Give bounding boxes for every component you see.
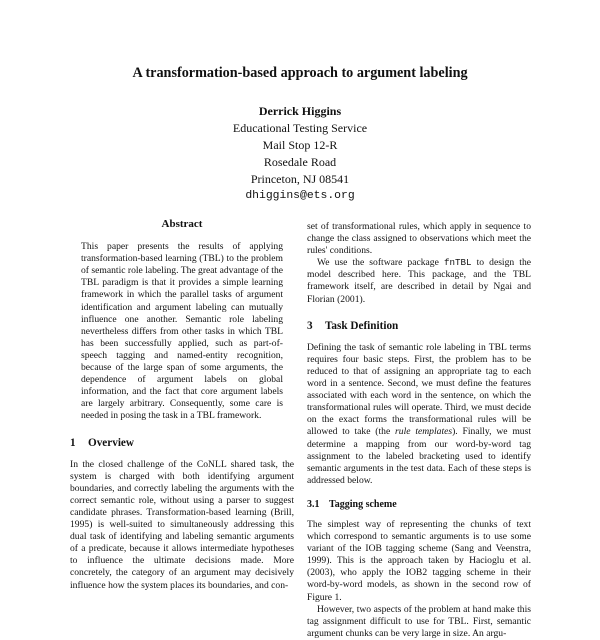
author-name: Derrick Higgins: [258, 104, 342, 118]
right-column: [307, 221, 531, 640]
subsection-number: 3.1: [307, 498, 320, 510]
software-name: fnTBL: [443, 257, 472, 269]
right-para-2: [307, 257, 531, 305]
section-title: Overview: [88, 436, 134, 449]
abstract-heading: Abstract: [161, 218, 203, 230]
section-number: 3: [307, 319, 313, 332]
task-after: ). Finally, we must determine a mapping from our word-by-word tag assignment to the labeled bracketing used to identify semantic arguments in the test data. Each of these steps is addressed below.: [307, 426, 531, 486]
section-number: 1: [70, 436, 76, 449]
tagging-para-2: However, two aspects of the problem at hand make this tag assignment difficult to use for TBL. First, semantic argument chunks can be very large in size. An argu-: [307, 603, 531, 639]
subsection-tagging-heading: [307, 499, 531, 511]
section-title: Task Definition: [325, 319, 399, 332]
author-mail-stop: Mail Stop 12-R: [262, 138, 338, 152]
section-task-heading: [307, 320, 531, 332]
section-overview-heading: [70, 437, 294, 449]
tagging-para-1: The simplest way of representing the chunks of text which correspond to semantic arguments is to use some variant of the IOB tagging scheme (Sang and Veenstra, 1999). This is the approach taken by Hacioglu et al. (2003), who apply the IOB2 tagging scheme in their word-by-word models, as shown in the second row of Figure 1.: [307, 518, 531, 603]
author-org: Educational Testing Service: [232, 121, 368, 135]
abstract-text: This paper presents the results of applying transformation-based learning (TBL) to the problem of semantic role labeling. The great advantage of the TBL paradigm is that it provides a simple learning framework in which the parallel tasks of argument identification and argument labeling can mutually influence one another. Semantic role labeling nevertheless differs from other tasks in which TBL has been successfully applied, such as part-of-speech tagging and named-entity recognition, because of the large span of some arguments, the dependence of argument labels on global information, and the fact that core argument labels are largely arbitrary. Consequently, some care is needed in posing the task in a TBL framework.: [81, 241, 284, 422]
author-block: [0, 103, 600, 205]
overview-text: In the closed challenge of the CoNLL shared task, the system is charged with both identifying argument boundaries, and correctly labeling the arguments with the correct semantic role, without using a parser to suggest candidate phrases. Transformation-based learning (Brill, 1995) is well-suited to simultaneously addressing this dual task of identifying and labeling semantic arguments of a predicate, because it allows intermediate hypotheses to influence the ultimate decisions made. More concretely, the category of an argument may decisively influence how the system places its boundaries, and con-: [70, 458, 294, 591]
author-email[interactable]: dhiggins@ets.org: [245, 190, 355, 202]
task-em: rule templates: [395, 426, 453, 438]
author-city: Princeton, NJ 08541: [250, 172, 350, 186]
author-road: Rosedale Road: [263, 155, 337, 169]
para2-after: to design the model described here. This package, and the TBL framework itself, are described in detail by Ngai and Florian (2001).: [307, 257, 531, 305]
subsection-title: Tagging scheme: [329, 498, 397, 510]
paper-title: A transformation-based approach to argument labeling: [132, 65, 468, 81]
left-column: [70, 218, 294, 592]
task-text: [307, 342, 531, 487]
task-before: Defining the task of semantic role labeling in TBL terms requires four basic steps. First, the problem has to be reduced to that of assigning an appropriate tag to each word in a sentence. Second, we must define the features associated with each word in the sentence, on which the transformational rules will operate. Third, we must decide on the exact forms the transformational rules will be allowed to take (the: [307, 341, 531, 438]
para2-before: We use the software package: [317, 257, 444, 269]
right-para-1: set of transformational rules, which apply in sequence to change the class assigned to observations which meet the rules' conditions.: [307, 221, 531, 257]
